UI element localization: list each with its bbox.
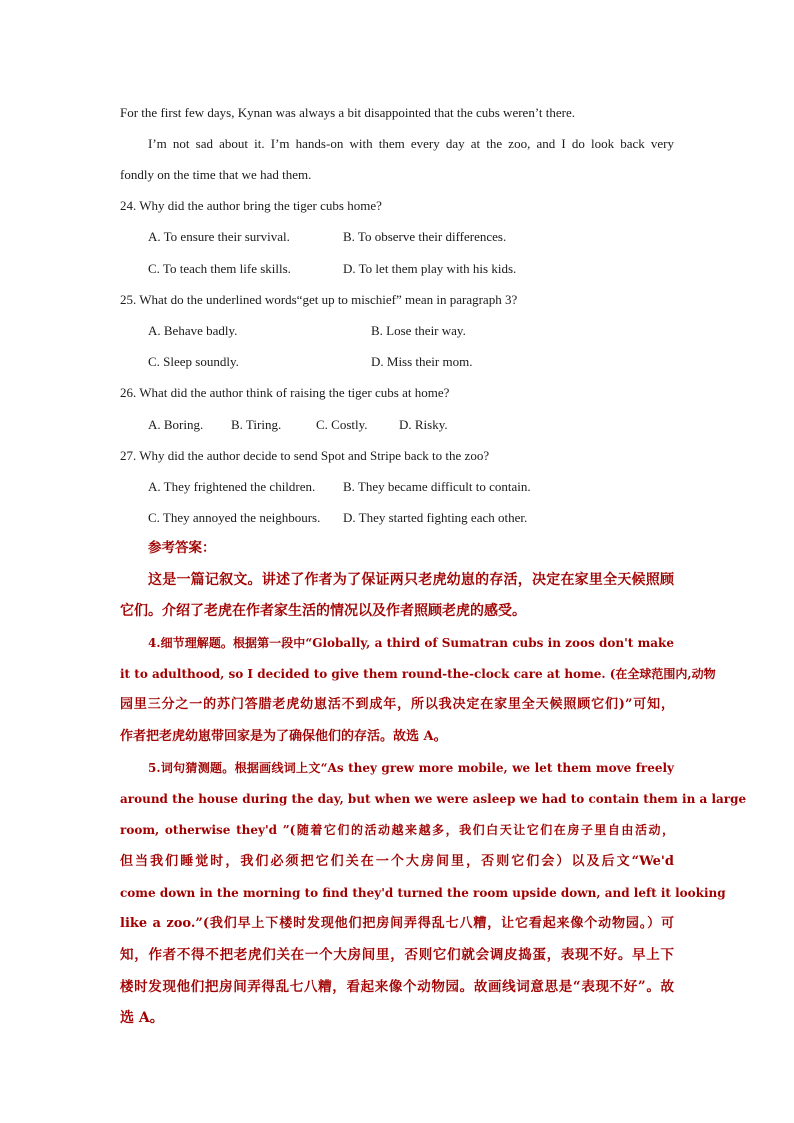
answer-5: 但当我们睡觉时，我们必须把它们关在一个大房间里，否则它们会）以及后文“We'd	[120, 854, 674, 869]
question-stem: 26. What did the author think of raising the tiger cubs at home?	[120, 385, 450, 400]
answer-5: 5.词句猜测题。根据画线词上文“As they grew more mobile, we let them move freely	[148, 761, 674, 775]
answer-5: 选 A。	[120, 1010, 164, 1026]
question-option: B. Lose their way.	[371, 323, 466, 338]
question-stem: 25. What do the underlined words“get up to mischief” mean in paragraph 3?	[120, 292, 518, 307]
answer-5: 楼时发现他们把房间弄得乱七八糟，看起来像个动物园。故画线词意思是“表现不好”。故	[120, 979, 674, 995]
answer-5: come down in the morning to find they'd turned the room upside down, and left it looking	[120, 886, 726, 900]
answer-5: like a zoo.”(我们早上下楼时发现他们把房间弄得乱七八糟，让它看起来像个动物园。）可	[120, 916, 674, 931]
question-option: C. Sleep soundly.	[148, 354, 239, 369]
question-option: D. To let them play with his kids.	[343, 261, 517, 276]
question-option: C. They annoyed the neighbours.	[148, 510, 321, 525]
answer-4: it to adulthood, so I decided to give them round-the-clock care at home. (在全球范围内,动物	[120, 667, 716, 681]
answer-4: 作者把老虎幼崽带回家是为了确保他们的存活。故选 A。	[120, 729, 447, 744]
question-stem: 27. Why did the author decide to send Spot and Stripe back to the zoo?	[120, 448, 490, 463]
answer-4: 园里三分之一的苏门答腊老虎幼崽活不到成年，所以我决定在家里全天候照顾它们)”可知，	[120, 697, 674, 712]
question-option: A. To ensure their survival.	[148, 229, 290, 244]
passage-paragraph: For the first few days, Kynan was always a bit disappointed that the cubs weren’t there.	[120, 105, 575, 120]
question-stem: 24. Why did the author bring the tiger cubs home?	[120, 198, 382, 213]
question-option: B. They became difficult to contain.	[343, 479, 531, 494]
answer-intro: 这是一篇记叙文。讲述了作者为了保证两只老虎幼崽的存活，决定在家里全天候照顾	[148, 572, 674, 588]
question-option: A. Boring.	[148, 417, 204, 432]
answer-5: room, otherwise they'd ”(随着它们的活动越来越多，我们白天让它们在房子里自由活动，	[120, 823, 674, 837]
answer-5: 知，作者不得不把老虎们关在一个大房间里，否则它们就会调皮捣蛋，表现不好。早上下	[120, 947, 674, 963]
question-option: A. They frightened the children.	[148, 479, 316, 494]
question-option: C. To teach them life skills.	[148, 261, 291, 276]
question-option: B. Tiring.	[231, 417, 282, 432]
question-option: A. Behave badly.	[148, 323, 238, 338]
passage-paragraph: I’m not sad about it. I’m hands-on with them every day at the zoo, and I do look back very	[148, 136, 674, 151]
question-option: D. Risky.	[399, 417, 448, 432]
question-option: D. Miss their mom.	[371, 354, 473, 369]
answer-intro: 它们。介绍了老虎在作者家生活的情况以及作者照顾老虎的感受。	[120, 603, 526, 619]
answer-5: around the house during the day, but when we were asleep we had to contain them in a large	[120, 792, 747, 806]
question-option: C. Costly.	[316, 417, 368, 432]
answer-4: 4.细节理解题。根据第一段中“Globally, a third of Sumatran cubs in zoos don't make	[148, 636, 674, 650]
passage-paragraph: fondly on the time that we had them.	[120, 167, 312, 182]
question-option: D. They started fighting each other.	[343, 510, 528, 525]
answer-heading: 参考答案：	[148, 540, 216, 556]
question-option: B. To observe their differences.	[343, 229, 507, 244]
